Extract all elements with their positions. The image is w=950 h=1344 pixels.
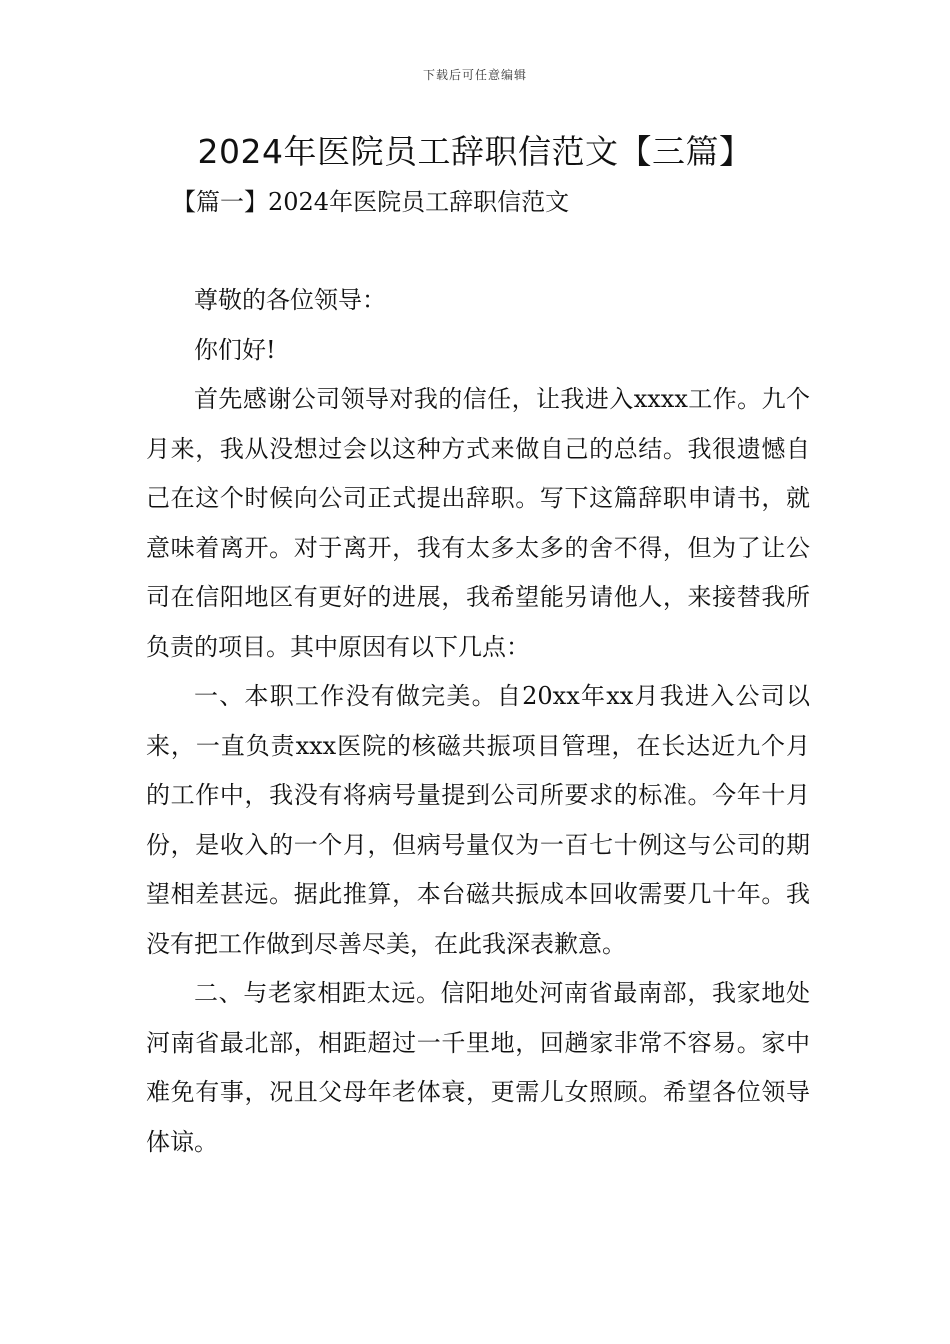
salutation: 尊敬的各位领导： <box>194 286 386 314</box>
section-title: 【篇一】2024年医院员工辞职信范文 <box>172 188 570 216</box>
header-note: 下载后可任意编辑 <box>422 68 527 82</box>
greeting: 你们好! <box>194 335 276 364</box>
document-title: 2024年医院员工辞职信范文【三篇】 <box>197 132 753 171</box>
paragraph-intro: 首先感谢公司领导对我的信任，让我进入xxxx工作。九个月来，我从没想过会以这种方式来做自己的总结。我很遗憾自己在这个时候向公司正式提出辞职。写下这篇辞职申请书，就意味着离开。对于离开，我有太多太多的舍不得，但为了让公司在信阳地区有更好的进展，我希望能另请他人，来接替我所负责的项目。其中原因有以下几点： <box>146 385 810 661</box>
paragraph-reason-two: 二、与老家相距太远。信阳地处河南省最南部，我家地处河南省最北部，相距超过一千里地，回趟家非常不容易。家中难免有事，况且父母年老体衰，更需儿女照顾。希望各位领导体谅。 <box>146 979 810 1156</box>
letter-body <box>146 276 810 1167</box>
paragraph-reason-one: 一、本职工作没有做完美。自20xx年xx月我进入公司以来，一直负责xxx医院的核磁共振项目管理，在长达近九个月的工作中，我没有将病号量提到公司所要求的标准。今年十月份，是收入的一个月，但病号量仅为一百七十例这与公司的期望相差甚远。据此推算，本台磁共振成本回收需要几十年。我没有把工作做到尽善尽美，在此我深表歉意。 <box>146 682 810 958</box>
